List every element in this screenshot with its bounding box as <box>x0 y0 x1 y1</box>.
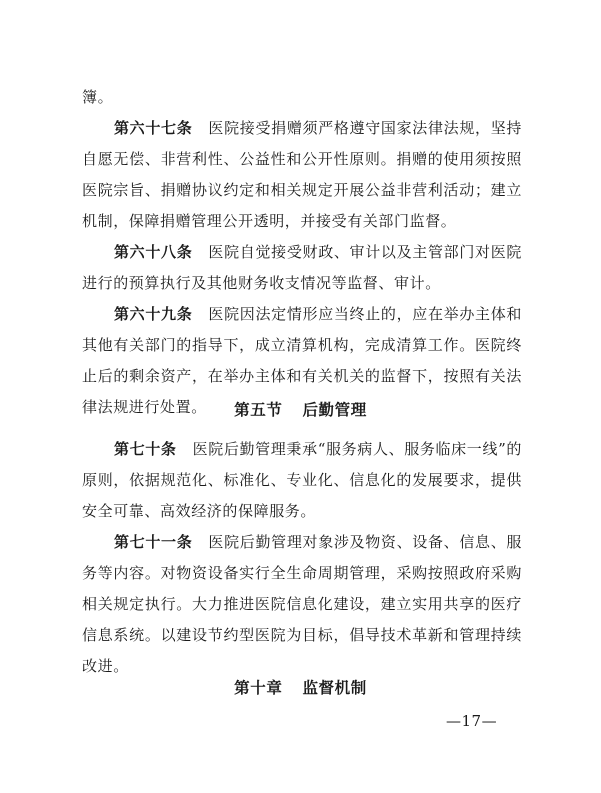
continuation-paragraph <box>82 82 522 113</box>
article-number: 第七十条 <box>114 440 177 458</box>
article-text: 医院后勤管理对象涉及物资、设备、信息、服务等内容。对物资设备实行全生命周期管理，采购按照政府采购相关规定执行。大力推进医院信息化建设，建立实用共享的医疗信息系统。以建设节约型医院为目标，倡导技术革新和管理持续改进。 <box>82 533 522 675</box>
section-number: 第五节 <box>234 401 283 419</box>
article-number: 第七十一条 <box>114 533 193 551</box>
page-number: —17— <box>446 712 498 730</box>
article-text: 医院接受捐赠须严格遵守国家法律法规，坚持自愿无偿、非营利性、公益性和公开性原则。捐赠的使用须按照医院宗旨、捐赠协议约定和相关规定开展公益非营利活动；建立机制，保障捐赠管理公开透明，并接受有关部门监督。 <box>82 119 522 230</box>
article-67-paragraph <box>82 113 522 237</box>
article-71-paragraph <box>82 527 522 682</box>
article-number: 第六十八条 <box>114 243 193 261</box>
article-number: 第六十七条 <box>114 119 193 137</box>
article-68-paragraph <box>82 237 522 299</box>
article-70-paragraph <box>82 434 522 527</box>
chapter-number: 第十章 <box>234 679 283 697</box>
chapter-title: 监督机制 <box>302 679 367 697</box>
section-heading <box>0 398 601 420</box>
article-text: 医院自觉接受财政、审计以及主管部门对医院进行的预算执行及其他财务收支情况等监督、审计。 <box>82 243 522 292</box>
section-title: 后勤管理 <box>302 401 367 419</box>
chapter-heading <box>0 676 601 698</box>
article-number: 第六十九条 <box>114 305 193 323</box>
paragraph-text: 簿。 <box>82 88 114 106</box>
article-text: 医院后勤管理秉承“服务病人、服务临床一线”的原则，依据规范化、标准化、专业化、信息化的发展要求，提供安全可靠、高效经济的保障服务。 <box>82 440 522 520</box>
article-text: 医院因法定情形应当终止的，应在举办主体和其他有关部门的指导下，成立清算机构，完成清算工作。医院终止后的剩余资产，在举办主体和有关机关的监督下，按照有关法律法规进行处置。 <box>82 305 522 416</box>
